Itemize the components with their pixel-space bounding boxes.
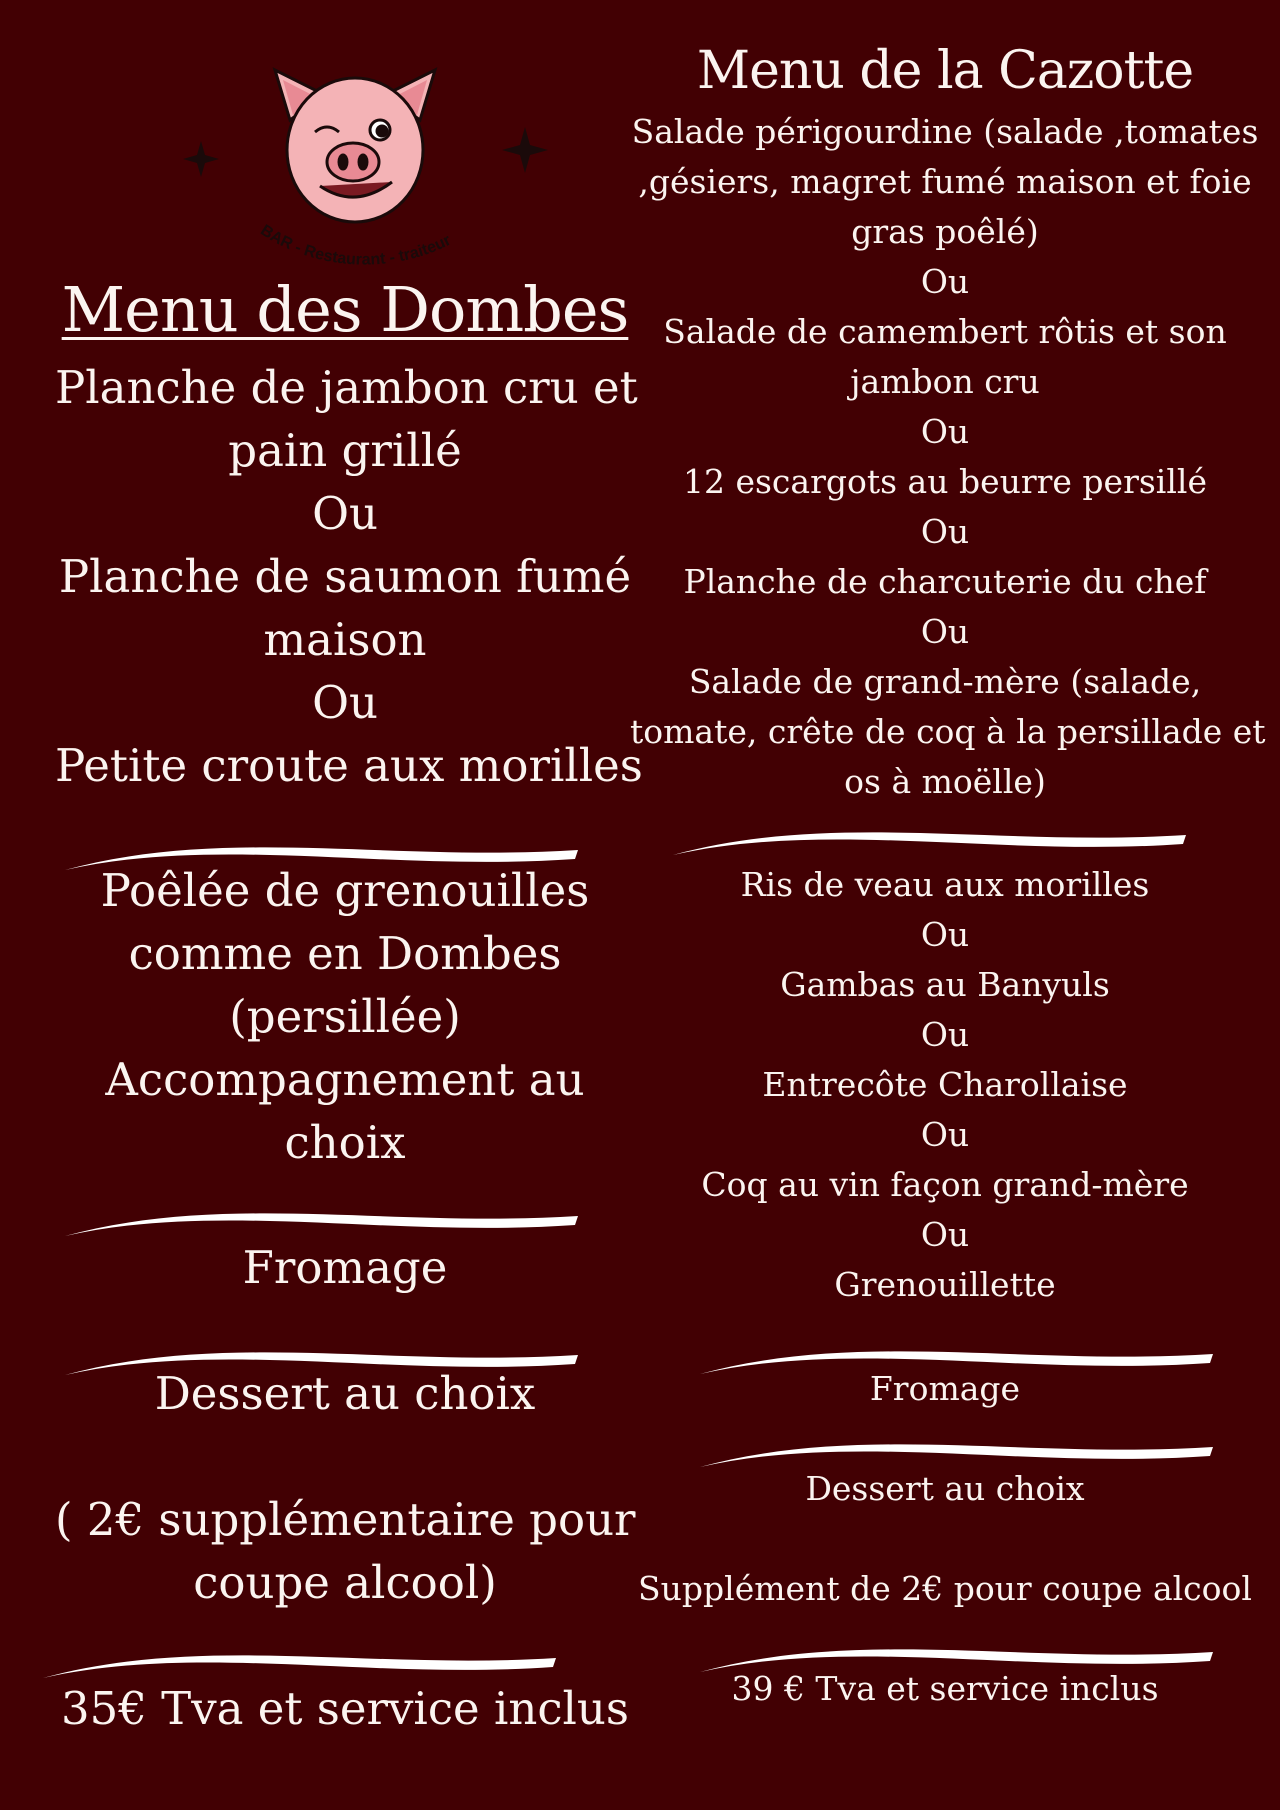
right-price: 39 € Tva et service inclus [731,1669,1159,1708]
left-starter-line: maison [263,613,427,666]
right-starter-line: Salade périgourdine (salade ,tomates [631,112,1259,151]
left-main-line: choix [284,1116,406,1169]
left-main-line: Poêlée de grenouilles [100,864,590,917]
right-starter-line: 12 escargots au beurre persillé [682,462,1207,501]
divider-swoosh [695,1437,1225,1487]
left-price: 35€ Tva et service inclus [60,1682,629,1735]
divider-swoosh [695,1642,1225,1692]
right-main-line: Grenouillette [834,1265,1056,1304]
left-main-line: comme en Dombes [128,927,562,980]
left-supplement-note: coupe alcool) [193,1556,497,1609]
right-starter-line: gras poêlé) [851,212,1039,251]
left-starter-line: Planche de jambon cru et [55,361,638,414]
divider-swoosh [695,1344,1225,1394]
right-menu-title: Menu de la Cazotte [696,41,1194,101]
left-supplement-note: ( 2€ supplémentaire pour [55,1493,636,1546]
right-or-separator: Ou [920,412,970,451]
right-starter-line: jambon cru [850,362,1040,401]
left-cheese-course: Fromage [242,1241,448,1294]
right-or-separator: Ou [920,512,970,551]
right-main-line: Entrecôte Charollaise [762,1065,1128,1104]
left-menu-title: Menu des Dombes [61,273,629,346]
left-or-separator: Ou [312,487,378,540]
left-main-line: Accompagnement au [105,1053,585,1106]
left-starter-line: Planche de saumon fumé [58,550,632,603]
divider-swoosh [60,1206,590,1256]
divider-swoosh [38,1648,568,1698]
right-starter-line: Salade de camembert rôtis et son [663,312,1227,351]
divider-swoosh [60,1345,590,1395]
right-or-separator: Ou [920,262,970,301]
right-or-separator: Ou [920,1215,970,1254]
right-dessert-course: Dessert au choix [805,1469,1085,1508]
divider-swoosh [60,840,590,890]
right-supplement-note: Supplément de 2€ pour coupe alcool [638,1569,1252,1608]
left-dessert-course: Dessert au choix [154,1367,536,1420]
left-starter-line: Petite croute aux morilles [55,739,643,792]
right-or-separator: Ou [920,1015,970,1054]
left-starter-line: pain grillé [228,424,462,477]
right-starter-line: ,gésiers, magret fumé maison et foie [638,162,1252,201]
right-main-line: Ris de veau aux morilles [740,865,1150,904]
right-or-separator: Ou [920,612,970,651]
right-starter-line: tomate, crête de coq à la persillade et [630,712,1266,751]
right-starter-line: Planche de charcuterie du chef [683,562,1207,601]
right-cheese-course: Fromage [869,1369,1021,1408]
right-starter-line: os à moëlle) [844,762,1046,801]
right-or-separator: Ou [920,915,970,954]
right-main-line: Coq au vin façon grand-mère [701,1165,1189,1204]
logo-sub-text: BAR - Restaurant - traiteur [257,221,454,269]
menu-de-la-cazotte [630,0,1266,1810]
left-main-line: (persillée) [229,990,461,1043]
divider-swoosh [668,825,1198,875]
left-or-separator: Ou [312,676,378,729]
right-main-line: Gambas au Banyuls [780,965,1110,1004]
right-starter-line: Salade de grand-mère (salade, [688,662,1202,701]
right-or-separator: Ou [920,1115,970,1154]
menu-des-dombes [55,0,643,1810]
